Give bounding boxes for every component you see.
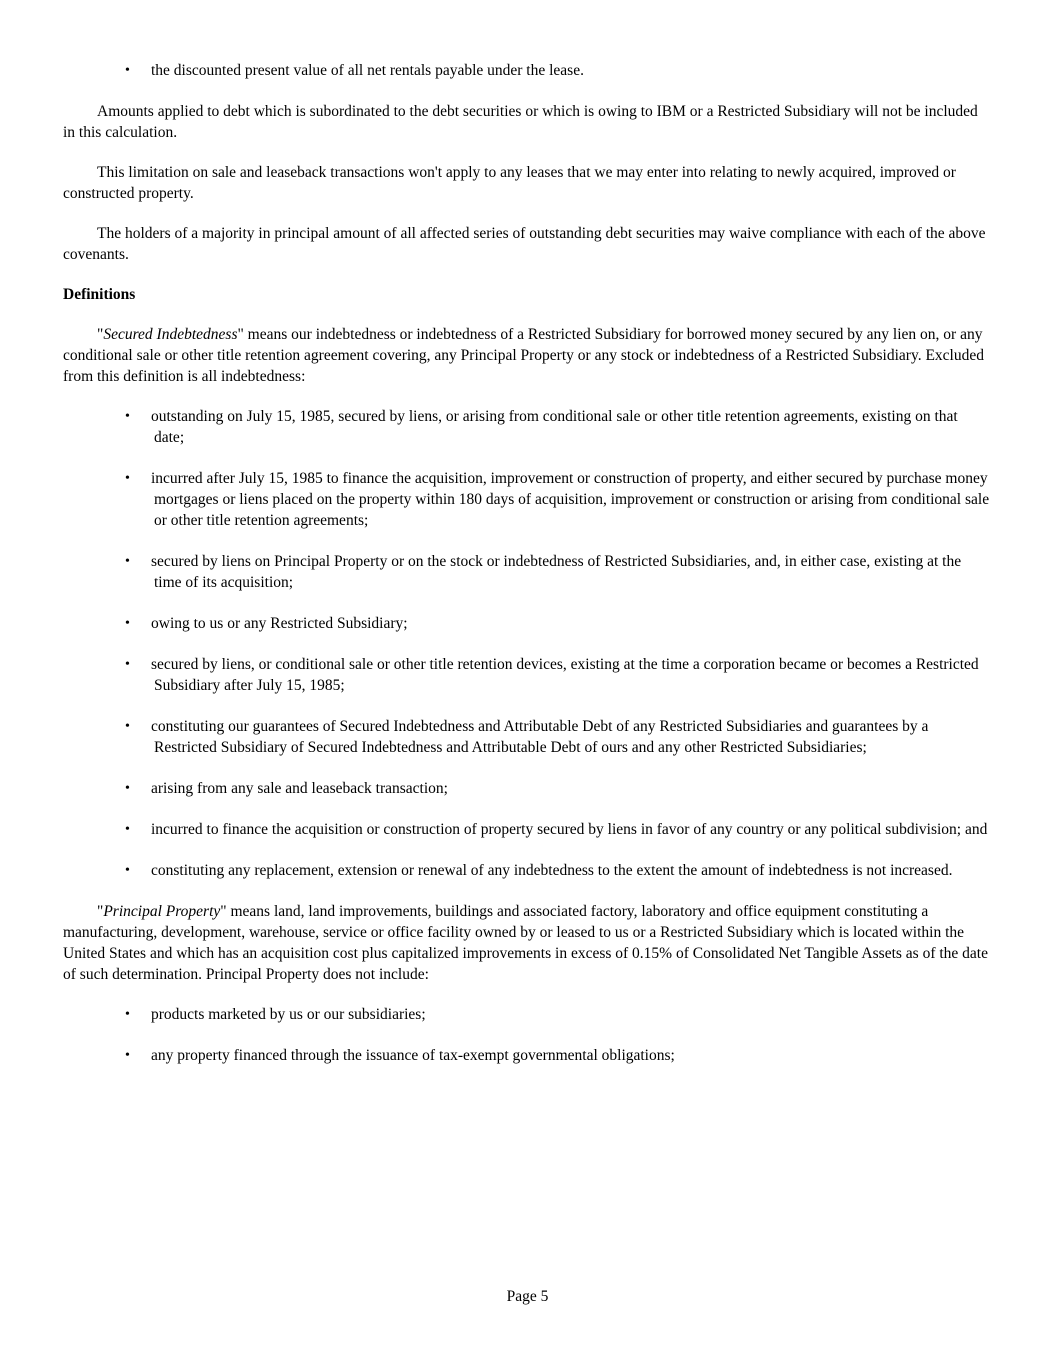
bullet-text: owing to us or any Restricted Subsidiary; xyxy=(151,615,408,632)
bullet-text: products marketed by us or our subsidiaries; xyxy=(151,1006,426,1023)
bullet-icon: • xyxy=(125,554,130,569)
page-number: Page 5 xyxy=(506,1288,549,1305)
list-item xyxy=(63,406,991,448)
bullet-text: arising from any sale and leaseback transaction; xyxy=(151,780,448,797)
bullet-icon: • xyxy=(125,409,130,424)
bullet-icon: • xyxy=(125,1048,130,1063)
bullet-icon: • xyxy=(125,471,130,486)
definition-text: " means land, land improvements, buildings and associated factory, laboratory and office equipment constituting a manufacturing, development, warehouse, service or office facility owned by or leased to us or a Restricted Subsidiary which is located within the United States and which has an acquisition cost plus capitalized improvements in excess of 0.15% of Consolidated Net Tangible Assets as of the date of such determination. Principal Property does not include: xyxy=(63,903,988,983)
secured-indebtedness-exclusions-list xyxy=(63,406,991,881)
paragraph-principal-property-definition xyxy=(63,901,991,985)
bullet-icon: • xyxy=(125,616,130,631)
principal-property-exclusions-list xyxy=(63,1004,991,1066)
paragraph-limitation: This limitation on sale and leaseback transactions won't apply to any leases that we may enter into relating to newly acquired, improved or constructed property. xyxy=(63,164,956,202)
open-quote: " xyxy=(97,903,104,920)
bullet-icon: • xyxy=(125,719,130,734)
list-item xyxy=(63,1045,991,1066)
bullet-text: any property financed through the issuance of tax-exempt governmental obligations; xyxy=(151,1047,675,1064)
list-item xyxy=(63,819,991,840)
bullet-text: secured by liens on Principal Property or on the stock or indebtedness of Restricted Subsidiaries, and, in either case, existing at the time of its acquisition; xyxy=(151,553,962,591)
list-item xyxy=(63,613,991,634)
list-item xyxy=(63,468,991,531)
bullet-icon: • xyxy=(125,63,130,78)
list-item xyxy=(63,716,991,758)
defined-term-principal-property: Principal Property xyxy=(103,903,221,920)
bullet-icon: • xyxy=(125,1007,130,1022)
bullet-icon: • xyxy=(125,822,130,837)
bullet-text: the discounted present value of all net rentals payable under the lease. xyxy=(151,62,584,79)
bullet-text: outstanding on July 15, 1985, secured by liens, or arising from conditional sale or other title retention agreements, existing on that date; xyxy=(151,408,958,446)
intro-bullet-list xyxy=(63,60,991,81)
defined-term-secured-indebtedness: Secured Indebtedness xyxy=(103,326,238,343)
list-item xyxy=(63,778,991,799)
paragraph-holders-majority: The holders of a majority in principal amount of all affected series of outstanding debt securities may waive compliance with each of the above covenants. xyxy=(63,225,986,263)
definitions-heading: Definitions xyxy=(63,286,136,303)
bullet-icon: • xyxy=(125,781,130,796)
definition-text: " means our indebtedness or indebtedness of a Restricted Subsidiary for borrowed money secured by any lien on, or any conditional sale or other title retention agreement covering, any Principal Property or any stock or indebtedness of a Restricted Subsidiary. Excluded from this definition is all indebtedness: xyxy=(63,326,984,385)
bullet-text: constituting our guarantees of Secured Indebtedness and Attributable Debt of any Restricted Subsidiaries and guarantees by a Restricted Subsidiary of Secured Indebtedness and Attributable Debt of ours and any other Restricted Subsidiaries; xyxy=(151,718,929,756)
list-item xyxy=(63,654,991,696)
paragraph-secured-indebtedness-definition xyxy=(63,324,991,387)
bullet-text: incurred to finance the acquisition or construction of property secured by liens in favor of any country or any political subdivision; and xyxy=(151,821,988,838)
open-quote: " xyxy=(97,326,104,343)
paragraph-amounts-applied: Amounts applied to debt which is subordinated to the debt securities or which is owing to IBM or a Restricted Subsidiary will not be included in this calculation. xyxy=(63,103,978,141)
bullet-icon: • xyxy=(125,863,130,878)
list-item xyxy=(63,551,991,593)
list-item xyxy=(63,860,991,881)
bullet-text: constituting any replacement, extension or renewal of any indebtedness to the extent the amount of indebtedness is not increased. xyxy=(151,862,953,879)
bullet-icon: • xyxy=(125,657,130,672)
bullet-text: secured by liens, or conditional sale or other title retention devices, existing at the time a corporation became or becomes a Restricted Subsidiary after July 15, 1985; xyxy=(151,656,979,694)
list-item xyxy=(63,60,991,81)
bullet-text: incurred after July 15, 1985 to finance the acquisition, improvement or construction of property, and either secured by purchase money mortgages or liens placed on the property within 180 days of acquisition, improvement or construction or arising from conditional sale or other title retention agreements; xyxy=(151,470,990,529)
list-item xyxy=(63,1004,991,1025)
